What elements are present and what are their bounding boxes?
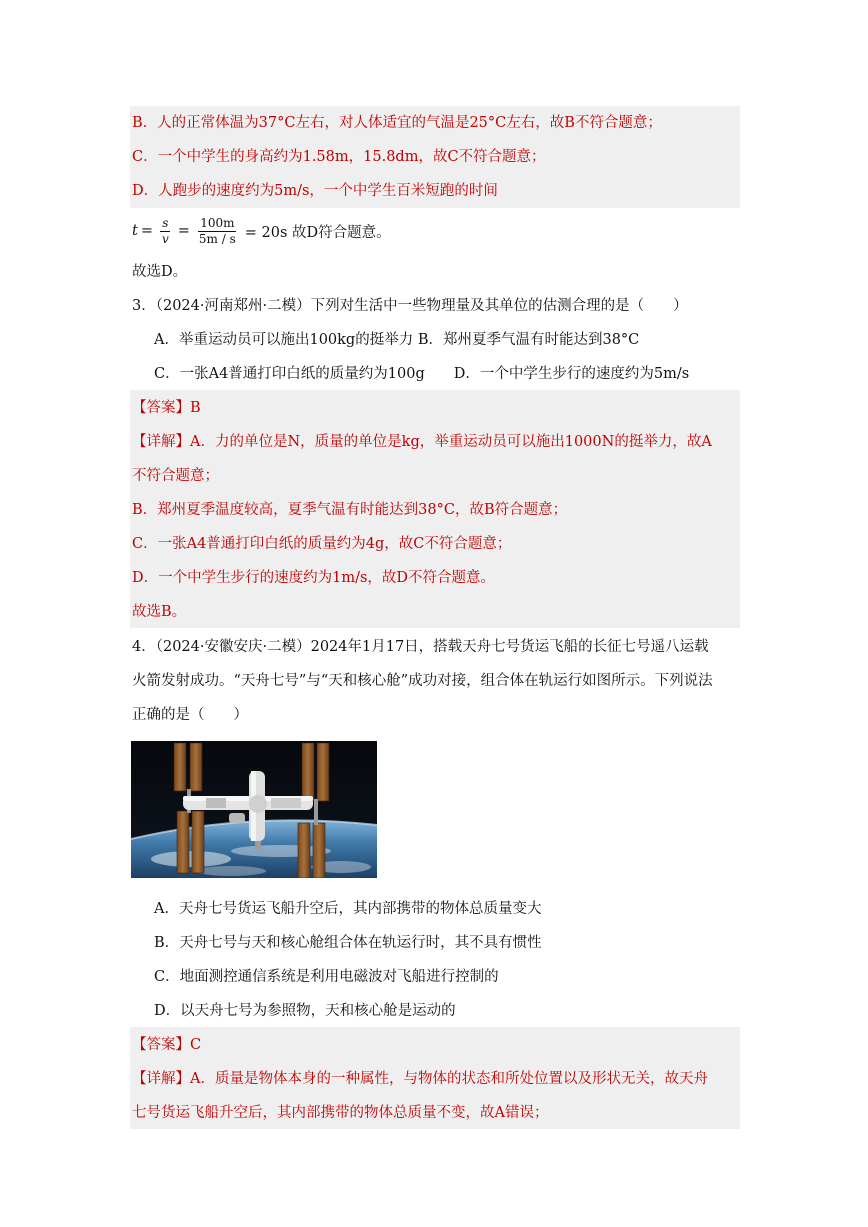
question-3-answer: 【答案】B <box>132 400 201 416</box>
question-4-stem-3: 正确的是（ ） <box>132 707 248 723</box>
formula-result: = 20s 故D符合题意。 <box>244 224 391 241</box>
explanation-line-d: D．人跑步的速度约为5m/s，一个中学生百米短跑的时间 <box>132 183 498 199</box>
question-4-detail-2: 七号货运飞船升空后，其内部携带的物体总质量不变，故A错误； <box>132 1105 549 1121</box>
question-3-detail-3: B．郑州夏季温度较高，夏季气温有时能达到38°C，故B符合题意； <box>132 502 568 518</box>
question-3-detail-1: 【详解】A．力的单位是N，质量的单位是kg，举重运动员可以施出1000N的挺举力，故A <box>132 434 712 450</box>
formula-v: v <box>161 231 169 246</box>
formula-frac-sv <box>160 216 171 247</box>
question-4-option-d: D．以天舟七号为参照物，天和核心舱是运动的 <box>154 1003 456 1019</box>
question-3-detail-5: D．一个中学生步行的速度约为1m/s，故D不符合题意。 <box>132 570 496 586</box>
explanation-line-c: C．一个中学生的身高约为1.58m，15.8dm，故C不符合题意； <box>132 149 546 165</box>
formula-frac-values <box>197 216 238 247</box>
question-3-conclusion: 故选B。 <box>132 604 187 620</box>
formula-numerator: 100m <box>200 215 235 230</box>
formula-denominator: 5m / s <box>198 231 236 246</box>
question-4-stem-1: 4．（2024·安徽安庆·二模）2024年1月17日，搭载天舟七号货运飞船的长征七号遥八运载 <box>132 639 709 655</box>
question-4-answer: 【答案】C <box>132 1037 202 1053</box>
formula-eq2: = <box>177 223 190 239</box>
question-4-option-a: A．天舟七号货运飞船升空后，其内部携带的物体总质量变大 <box>154 901 542 917</box>
formula-t: t <box>132 223 138 239</box>
question-3-stem: 3．（2024·河南郑州·二模）下列对生活中一些物理量及其单位的估测合理的是（ ） <box>132 298 688 314</box>
explanation-line-b: B．人的正常体温为37°C左右，对人体适宜的气温是25°C左右，故B不符合题意； <box>132 115 662 131</box>
question-3-options-ab: A．举重运动员可以施出100kg的挺举力 B．郑州夏季气温有时能达到38°C <box>154 332 640 348</box>
question-4-option-b: B．天舟七号与天和核心舱组合体在轨运行时，其不具有惯性 <box>154 935 542 951</box>
conclusion-d: 故选D。 <box>132 264 188 280</box>
formula-s: s <box>162 215 169 230</box>
question-3-detail-4: C．一张A4普通打印白纸的质量约为4g，故C不符合题意； <box>132 536 512 552</box>
question-4-stem-2: 火箭发射成功。“天舟七号”与“天和核心舱”成功对接，组合体在轨运行如图所示。下列说法 <box>132 673 713 689</box>
speed-formula <box>132 210 391 252</box>
question-4-option-c: C．地面测控通信系统是利用电磁波对飞船进行控制的 <box>154 969 499 985</box>
question-3-options-cd: C．一张A4普通打印白纸的质量约为100g D．一个中学生步行的速度约为5m/s <box>154 366 690 382</box>
question-4-detail-1: 【详解】A．质量是物体本身的一种属性，与物体的状态和所处位置以及形状无关，故天舟 <box>132 1071 708 1087</box>
formula-eq1: = <box>140 223 153 239</box>
question-3-detail-2: 不符合题意； <box>132 468 219 484</box>
space-station-photo <box>131 741 377 878</box>
